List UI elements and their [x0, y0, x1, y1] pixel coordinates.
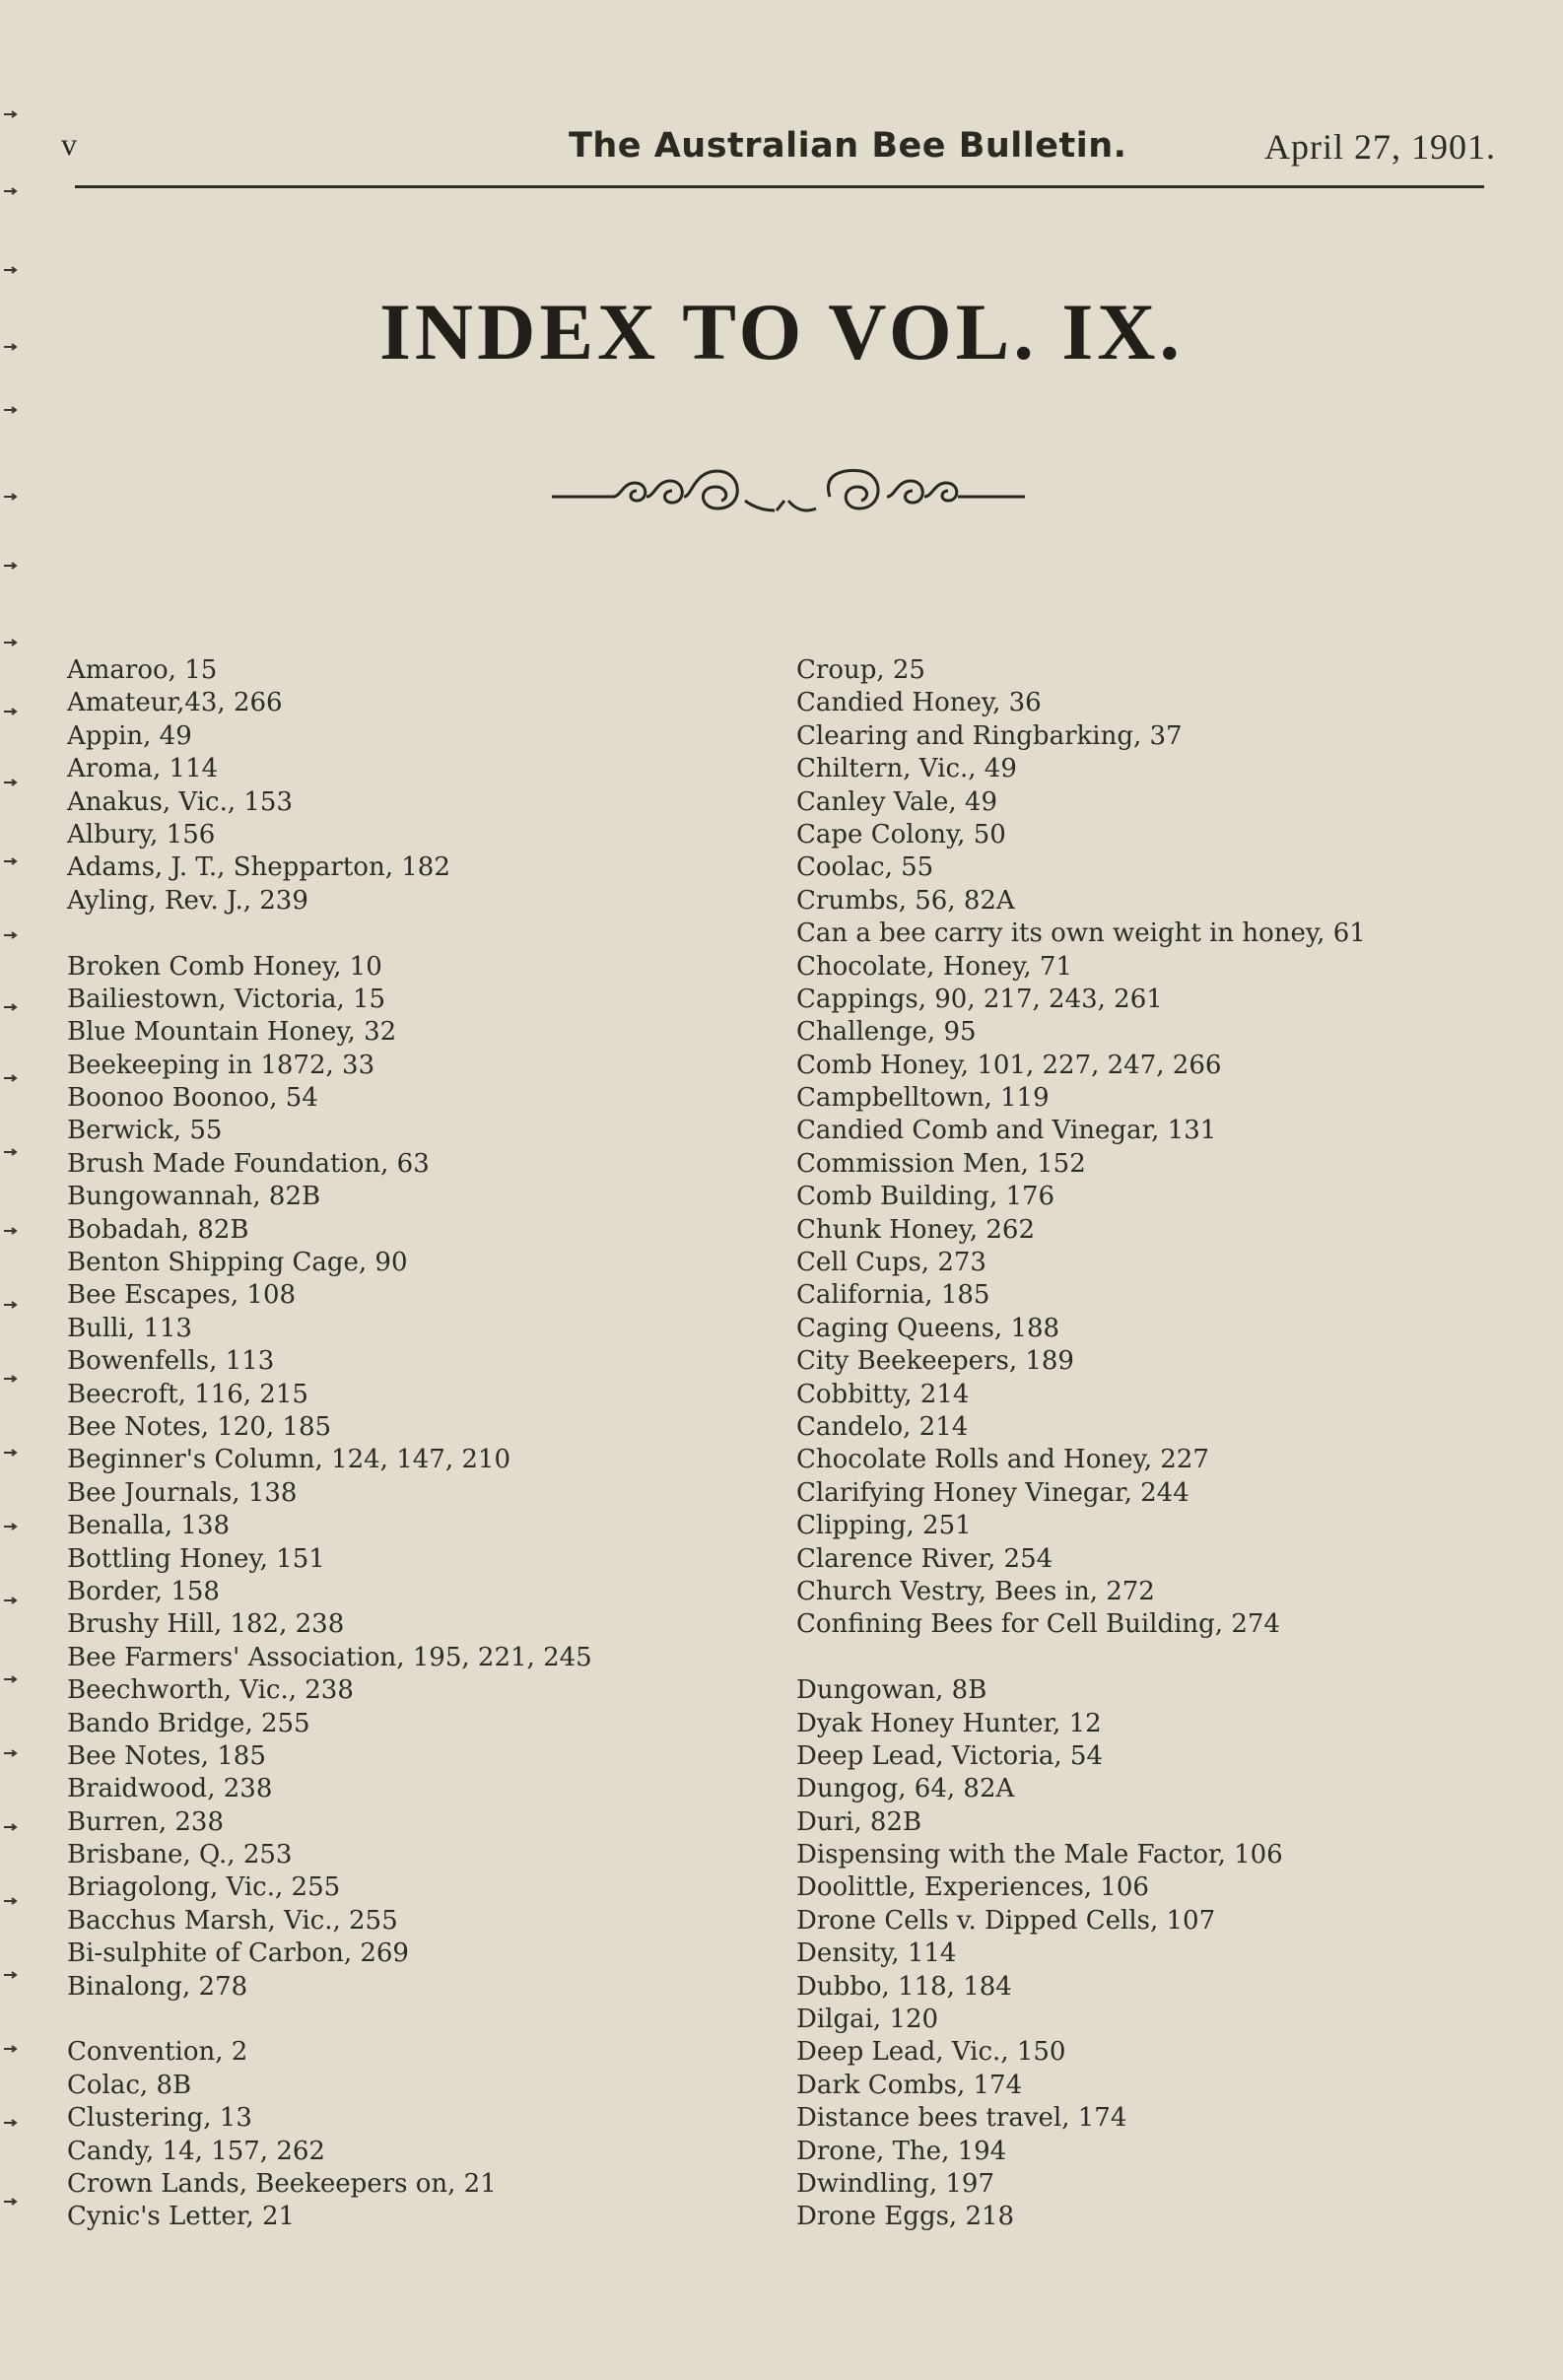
- index-entry: Braidwood, 238: [67, 1774, 273, 1804]
- index-entry: Duri, 82B: [796, 1806, 922, 1837]
- index-entry: Drone Cells v. Dipped Cells, 107: [796, 1905, 1216, 1936]
- binding-stitch-mark: [4, 1148, 18, 1154]
- index-entry: Amateur,43, 266: [67, 688, 283, 718]
- binding-stitch-mark: [4, 110, 18, 116]
- index-entry: Colac, 8B: [67, 2070, 192, 2100]
- index-entry: Chocolate Rolls and Honey, 227: [796, 1445, 1209, 1475]
- index-entry: Bowenfells, 113: [67, 1346, 275, 1377]
- index-entry: Cappings, 90, 217, 243, 261: [796, 984, 1163, 1014]
- binding-stitch-mark: [4, 1227, 18, 1233]
- index-column-left: [67, 654, 757, 2234]
- index-entry: Anakus, Vic., 153: [67, 786, 294, 817]
- binding-stitch-mark: [4, 187, 18, 193]
- index-entry: Ayling, Rev. J., 239: [67, 885, 308, 916]
- index-entry: Candied Comb and Vinegar, 131: [796, 1116, 1217, 1146]
- binding-stitch-mark: [4, 1301, 18, 1307]
- binding-stitch-mark: [4, 2198, 18, 2204]
- index-entry: Campbelltown, 119: [796, 1083, 1050, 1114]
- binding-stitch-mark: [4, 1003, 18, 1009]
- index-entry: Deep Lead, Vic., 150: [796, 2037, 1066, 2068]
- index-entry: Bulli, 113: [67, 1313, 192, 1343]
- index-group-c: [67, 2036, 757, 2233]
- binding-stitch-mark: [4, 1675, 18, 1681]
- index-entry: Crown Lands, Beekeepers on, 21: [67, 2168, 497, 2199]
- binding-stitch-mark: [4, 1597, 18, 1602]
- binding-stitch-mark: [4, 1523, 18, 1529]
- binding-stitch-mark: [4, 931, 18, 937]
- index-entry: California, 185: [796, 1280, 990, 1311]
- index-entry: Brushy Hill, 182, 238: [67, 1609, 345, 1640]
- page-folio: v: [61, 126, 77, 162]
- index-entry: City Beekeepers, 189: [796, 1346, 1074, 1377]
- index-entry: Clarifying Honey Vinegar, 244: [796, 1477, 1189, 1508]
- binding-stitch-mark: [4, 857, 18, 863]
- index-entry: Doolittle, Experiences, 106: [796, 1872, 1149, 1903]
- issue-date: April 27, 1901.: [1264, 127, 1496, 167]
- index-entry: Berwick, 55: [67, 1116, 223, 1146]
- binding-stitch-mark: [4, 1449, 18, 1455]
- binding-stitch-mark: [4, 708, 18, 714]
- index-entry: Bacchus Marsh, Vic., 255: [67, 1905, 398, 1936]
- index-entry: Challenge, 95: [796, 1017, 977, 1048]
- index-entry: Bee Notes, 120, 185: [67, 1411, 332, 1442]
- index-entry: Boonoo Boonoo, 54: [67, 1083, 318, 1114]
- index-entry: Commission Men, 152: [796, 1148, 1086, 1179]
- binding-stitch-mark: [4, 1897, 18, 1903]
- index-entry: Brush Made Foundation, 63: [67, 1148, 430, 1179]
- binding-stitch-mark: [4, 1375, 18, 1381]
- index-entry: Broken Comb Honey, 10: [67, 951, 382, 982]
- index-entry: Comb Honey, 101, 227, 247, 266: [796, 1050, 1222, 1080]
- index-entry: Bee Notes, 185: [67, 1740, 266, 1771]
- header-rule: [75, 185, 1484, 188]
- index-entry: Candy, 14, 157, 262: [67, 2136, 325, 2166]
- scroll-flourish-ornament-icon: [552, 453, 1025, 532]
- index-entry: Appin, 49: [67, 720, 192, 751]
- binding-stitch-mark: [4, 1823, 18, 1829]
- index-entry: Dwindling, 197: [796, 2168, 994, 2199]
- index-entry: Dark Combs, 174: [796, 2070, 1023, 2100]
- index-entry: Aroma, 114: [67, 754, 219, 784]
- binding-stitch-mark: [4, 493, 18, 499]
- index-entry: Dungowan, 8B: [796, 1675, 987, 1706]
- index-entry: Chocolate, Honey, 71: [796, 951, 1072, 982]
- index-group-a: [67, 654, 757, 918]
- index-entry: Albury, 156: [67, 819, 216, 850]
- index-entry: Croup, 25: [796, 655, 925, 685]
- index-entry: Brisbane, Q., 253: [67, 1840, 293, 1870]
- binding-stitch-mark: [4, 406, 18, 412]
- index-entry: Cape Colony, 50: [796, 819, 1006, 850]
- index-entry: Bobadah, 82B: [67, 1214, 249, 1245]
- index-entry: Amaroo, 15: [67, 655, 218, 685]
- index-entry: Confining Bees for Cell Building, 274: [796, 1609, 1280, 1640]
- index-entry: Bottling Honey, 151: [67, 1543, 325, 1574]
- index-entry: Candelo, 214: [796, 1411, 969, 1442]
- index-entry: Border, 158: [67, 1576, 220, 1606]
- group-spacer: [796, 1642, 1506, 1674]
- index-entry: Clustering, 13: [67, 2103, 252, 2134]
- index-entry: Dispensing with the Male Factor, 106: [796, 1840, 1283, 1870]
- index-entry: Bi-sulphite of Carbon, 269: [67, 1938, 409, 1969]
- index-entry: Distance bees travel, 174: [796, 2103, 1127, 2134]
- index-entry: Cell Cups, 273: [796, 1248, 986, 1278]
- index-entry: Beechworth, Vic., 238: [67, 1675, 354, 1706]
- index-entry: Comb Building, 176: [796, 1182, 1055, 1212]
- group-spacer: [67, 918, 757, 950]
- index-entry: Dyak Honey Hunter, 12: [796, 1708, 1102, 1738]
- binding-stitch-mark: [4, 779, 18, 784]
- index-entry: Can a bee carry its own weight in honey, 61: [796, 918, 1366, 949]
- index-entry: Cobbitty, 214: [796, 1379, 970, 1409]
- index-entry: Dungog, 64, 82A: [796, 1774, 1015, 1804]
- index-entry: Canley Vale, 49: [796, 786, 998, 817]
- index-entry: Crumbs, 56, 82A: [796, 885, 1015, 916]
- index-entry: Clarence River, 254: [796, 1543, 1053, 1574]
- index-entry: Bee Farmers' Association, 195, 221, 245: [67, 1642, 592, 1672]
- index-entry: Drone Eggs, 218: [796, 2202, 1015, 2232]
- index-group-b: [67, 951, 757, 2005]
- index-entry: Density, 114: [796, 1938, 957, 1969]
- index-entry: Blue Mountain Honey, 32: [67, 1017, 397, 1048]
- index-entry: Clearing and Ringbarking, 37: [796, 720, 1183, 751]
- binding-stitch-mark: [4, 1074, 18, 1080]
- index-group-d: [796, 1674, 1506, 2234]
- index-entry: Benalla, 138: [67, 1511, 231, 1541]
- index-entry: Burren, 238: [67, 1806, 224, 1837]
- index-entry: Clipping, 251: [796, 1511, 972, 1541]
- running-header: [61, 126, 1496, 175]
- index-entry: Chunk Honey, 262: [796, 1214, 1035, 1245]
- index-group-c-continued: [796, 654, 1506, 1642]
- index-entry: Drone, The, 194: [796, 2136, 1007, 2166]
- binding-stitch-mark: [4, 562, 18, 568]
- index-entry: Caging Queens, 188: [796, 1313, 1060, 1343]
- index-entry: Bee Escapes, 108: [67, 1280, 297, 1311]
- binding-stitch-mark: [4, 639, 18, 645]
- index-entry: Bailiestown, Victoria, 15: [67, 984, 386, 1014]
- index-entry: Bee Journals, 138: [67, 1477, 298, 1508]
- index-entry: Candied Honey, 36: [796, 688, 1042, 718]
- index-entry: Beekeeping in 1872, 33: [67, 1050, 375, 1080]
- index-entry: Chiltern, Vic., 49: [796, 754, 1017, 784]
- binding-stitch-mark: [4, 1971, 18, 1977]
- index-entry: Beginner's Column, 124, 147, 210: [67, 1445, 510, 1475]
- index-entry: Bando Bridge, 255: [67, 1708, 310, 1738]
- index-entry: Beecroft, 116, 215: [67, 1379, 308, 1409]
- binding-stitch-mark: [4, 2045, 18, 2051]
- index-entry: Bungowannah, 82B: [67, 1182, 321, 1212]
- group-spacer: [67, 2004, 757, 2036]
- index-entry: Adams, J. T., Shepparton, 182: [67, 852, 450, 883]
- running-title: The Australian Bee Bulletin.: [569, 126, 1127, 166]
- binding-stitch-mark: [4, 1749, 18, 1755]
- index-entry: Cynic's Letter, 21: [67, 2202, 296, 2232]
- page-title: INDEX TO VOL. IX.: [379, 287, 1184, 376]
- index-entry: Benton Shipping Cage, 90: [67, 1248, 408, 1278]
- index-column-right: [796, 654, 1506, 2234]
- index-entry: Dilgai, 120: [796, 2005, 939, 2035]
- index-entry: Convention, 2: [67, 2037, 248, 2068]
- binding-stitch-mark: [4, 266, 18, 272]
- index-entry: Binalong, 278: [67, 1971, 248, 2002]
- binding-stitch-mark: [4, 2119, 18, 2125]
- index-entry: Coolac, 55: [796, 852, 934, 883]
- index-entry: Deep Lead, Victoria, 54: [796, 1740, 1104, 1771]
- index-entry: Briagolong, Vic., 255: [67, 1872, 341, 1903]
- index-entry: Dubbo, 118, 184: [796, 1971, 1012, 2002]
- index-entry: Church Vestry, Bees in, 272: [796, 1576, 1155, 1606]
